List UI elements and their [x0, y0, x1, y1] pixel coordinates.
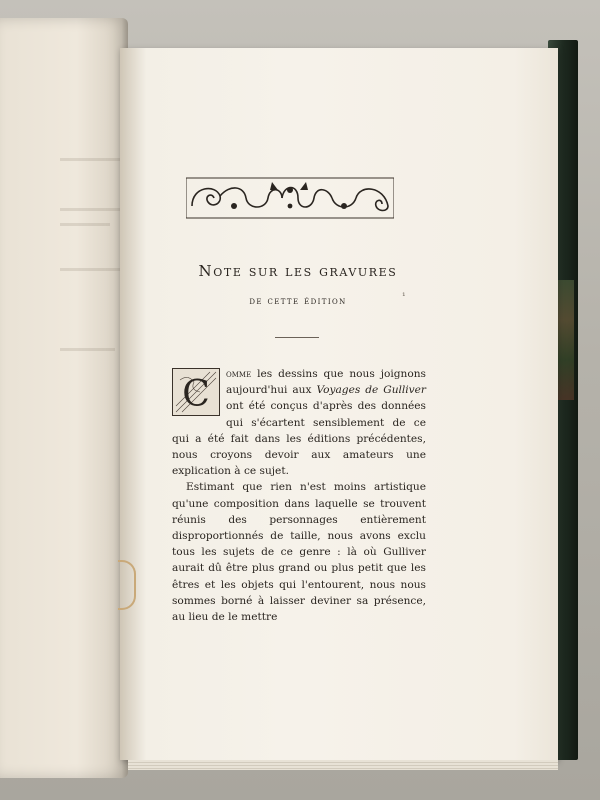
paragraph-1 [172, 366, 426, 479]
paragraph-1-text-b: ont été conçus d'après des données qui s'écartent sensiblement de ce qui a été fait dans les éditions précédentes, nous croyons devoir aux amateurs une explication à ce sujet. [172, 400, 426, 478]
body-text [172, 366, 426, 625]
bleed-through-text [60, 268, 122, 271]
paragraph-1-text-a: les dessins que nous joignons aujourd'hui aux [226, 368, 426, 397]
bleed-through-text [60, 223, 110, 226]
page-edge-curl [118, 560, 136, 610]
marbled-endpaper [556, 280, 574, 400]
lead-in-word: omme [226, 368, 252, 380]
bleed-through-text [60, 208, 126, 211]
page-stack-edge [128, 760, 558, 770]
left-page [0, 18, 128, 778]
dropcap-letter [172, 368, 220, 416]
page-subtitle: de cette édition [249, 296, 347, 307]
decorated-initial-icon [172, 368, 220, 416]
book-title-italic: Voyages de Gulliver [316, 384, 426, 397]
ornamental-headpiece-icon [186, 176, 394, 220]
page-title: Note sur les gravures [198, 262, 398, 280]
paragraph-2: Estimant que rien n'est moins artistique qu'une composition dans laquelle se trouvent réunis des personnages entièrement disproportionnés de taille, nous avons exclu tous les sujets de ce genre : là où Gulliver aurait dû être plus grand ou plus petit que les êtres et les objets qui l'entourent, nous nous sommes borné à laisser deviner sa présence, au lieu de le mettre [172, 481, 426, 624]
page-mark: ¹ [402, 292, 406, 302]
title-rule [275, 337, 319, 338]
dropcap-glyph: C [182, 374, 210, 415]
bleed-through-text [60, 348, 115, 351]
bleed-through-text [60, 158, 120, 161]
